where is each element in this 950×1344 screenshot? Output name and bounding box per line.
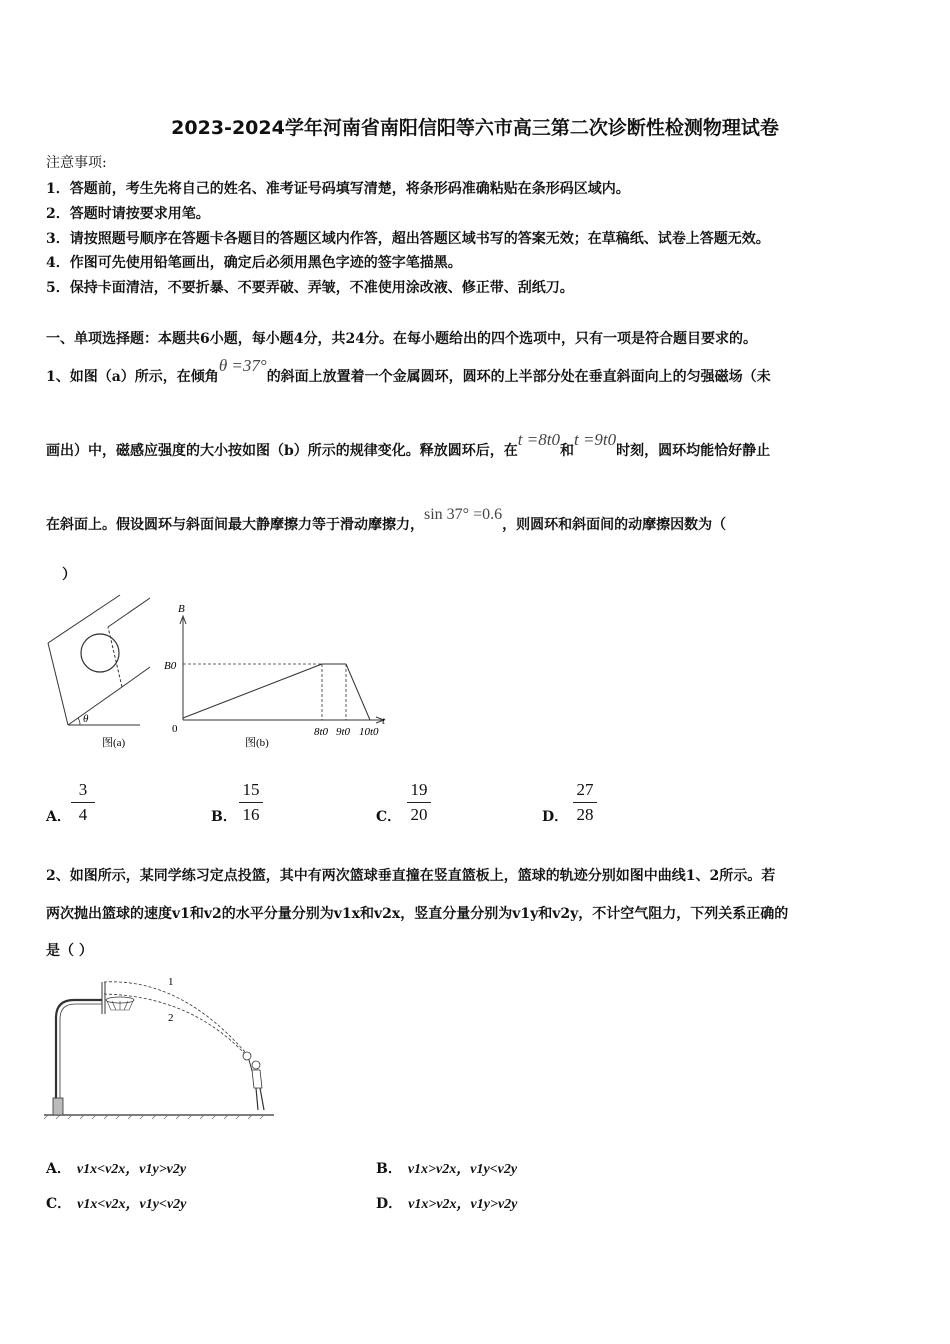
q2-option-d[interactable]: D． v1x>v2x，v1y>v2y xyxy=(376,1196,518,1212)
q1-option-d-label[interactable]: D． xyxy=(542,809,569,825)
note-item: 4．作图可先使用铅笔画出，确定后必须用黑色字迹的签字笔描黑。 xyxy=(46,255,462,271)
q1-option-a-fraction[interactable]: 3 4 xyxy=(68,780,98,825)
b0-label: B0 xyxy=(164,660,177,672)
q2-line2: 两次抛出篮球的速度v1和v2的水平分量分别为v1x和v2x，竖直分量分别为v1y和v2y，不计空气阻力，下列关系正确的 xyxy=(46,906,789,922)
origin-label: 0 xyxy=(172,723,178,735)
q2-option-a[interactable]: A． v1x<v2x，v1y>v2y xyxy=(46,1161,187,1177)
figure-b-graph xyxy=(160,600,400,750)
q2-option-b[interactable]: B． v1x>v2x，v1y<v2y xyxy=(376,1161,518,1177)
curve-2-label: 2 xyxy=(168,1012,174,1024)
q1-option-b-fraction[interactable]: 15 16 xyxy=(236,780,266,825)
q2-line1: 2、如图所示，某同学练习定点投篮，其中有两次篮球垂直撞在竖直篮板上，篮球的轨迹分别如图中曲线1、2所示。若 xyxy=(46,868,776,884)
q1-option-d-fraction[interactable]: 27 28 xyxy=(570,780,600,825)
note-item: 2．答题时请按要求用笔。 xyxy=(46,206,210,222)
figure-b-caption: 图(b) xyxy=(245,737,269,749)
t2-formula: t =9t0 xyxy=(573,430,617,449)
q1-option-b-label[interactable]: B． xyxy=(211,809,237,825)
figure-a-caption: 图(a) xyxy=(102,737,126,749)
q1-option-c-label[interactable]: C． xyxy=(376,809,402,825)
note-item: 1．答题前，考生先将自己的姓名、准考证号码填写清楚，将条形码准确粘贴在条形码区域内。 xyxy=(46,181,630,197)
sin-formula: sin 37° =0.6 xyxy=(424,506,503,523)
x-axis-label: t xyxy=(382,715,386,727)
q1-option-c-fraction[interactable]: 19 20 xyxy=(404,780,434,825)
tick-10t0: 10t0 xyxy=(359,726,379,738)
theta-label: θ xyxy=(83,713,89,725)
curve-1-label: 1 xyxy=(168,976,174,988)
theta-formula: θ =37° xyxy=(218,356,267,375)
q2-option-c[interactable]: C． v1x<v2x，v1y<v2y xyxy=(46,1196,187,1212)
section-heading: 一、单项选择题：本题共6小题，每小题4分，共24分。在每小题给出的四个选项中，只有一项是符合题目要求的。 xyxy=(46,331,757,347)
q1-line1: 1、如图（a）所示，在倾角θ =37°的斜面上放置着一个金属圆环，圆环的上半部分处在垂直斜面向上的匀强磁场（未 xyxy=(46,356,771,385)
q1-option-a-label[interactable]: A． xyxy=(46,809,71,825)
t1-formula: t =8t0 xyxy=(517,430,560,449)
figure-basketball xyxy=(40,970,280,1120)
q1-line3: 在斜面上。假设圆环与斜面间最大静摩擦力等于滑动摩擦力，sin 37° =0.6，则圆环和斜面间的动摩擦因数为（ xyxy=(46,506,727,533)
figure-a-incline xyxy=(40,590,150,750)
page-title: 2023-2024学年河南省南阳信阳等六市高三第二次诊断性检测物理试卷 xyxy=(171,117,779,139)
note-item: 3．请按照题号顺序在答题卡各题目的答题区域内作答，超出答题区域书写的答案无效；在草稿纸、试卷上答题无效。 xyxy=(46,231,770,247)
q1-line4: ） xyxy=(62,567,76,583)
y-axis-label: B xyxy=(178,603,185,615)
q2-line3: 是（ ） xyxy=(46,943,93,959)
tick-9t0: 9t0 xyxy=(336,726,351,738)
tick-8t0: 8t0 xyxy=(314,726,329,738)
q1-line2: 画出）中，磁感应强度的大小按如图（b）所示的规律变化。释放圆环后，在t =8t0和t =9t0时刻，圆环均能恰好静止 xyxy=(46,430,771,459)
note-item: 5．保持卡面清洁，不要折暴、不要弄破、弄皱，不准使用涂改液、修正带、刮纸刀。 xyxy=(46,280,574,296)
notes-heading: 注意事项: xyxy=(46,155,107,171)
